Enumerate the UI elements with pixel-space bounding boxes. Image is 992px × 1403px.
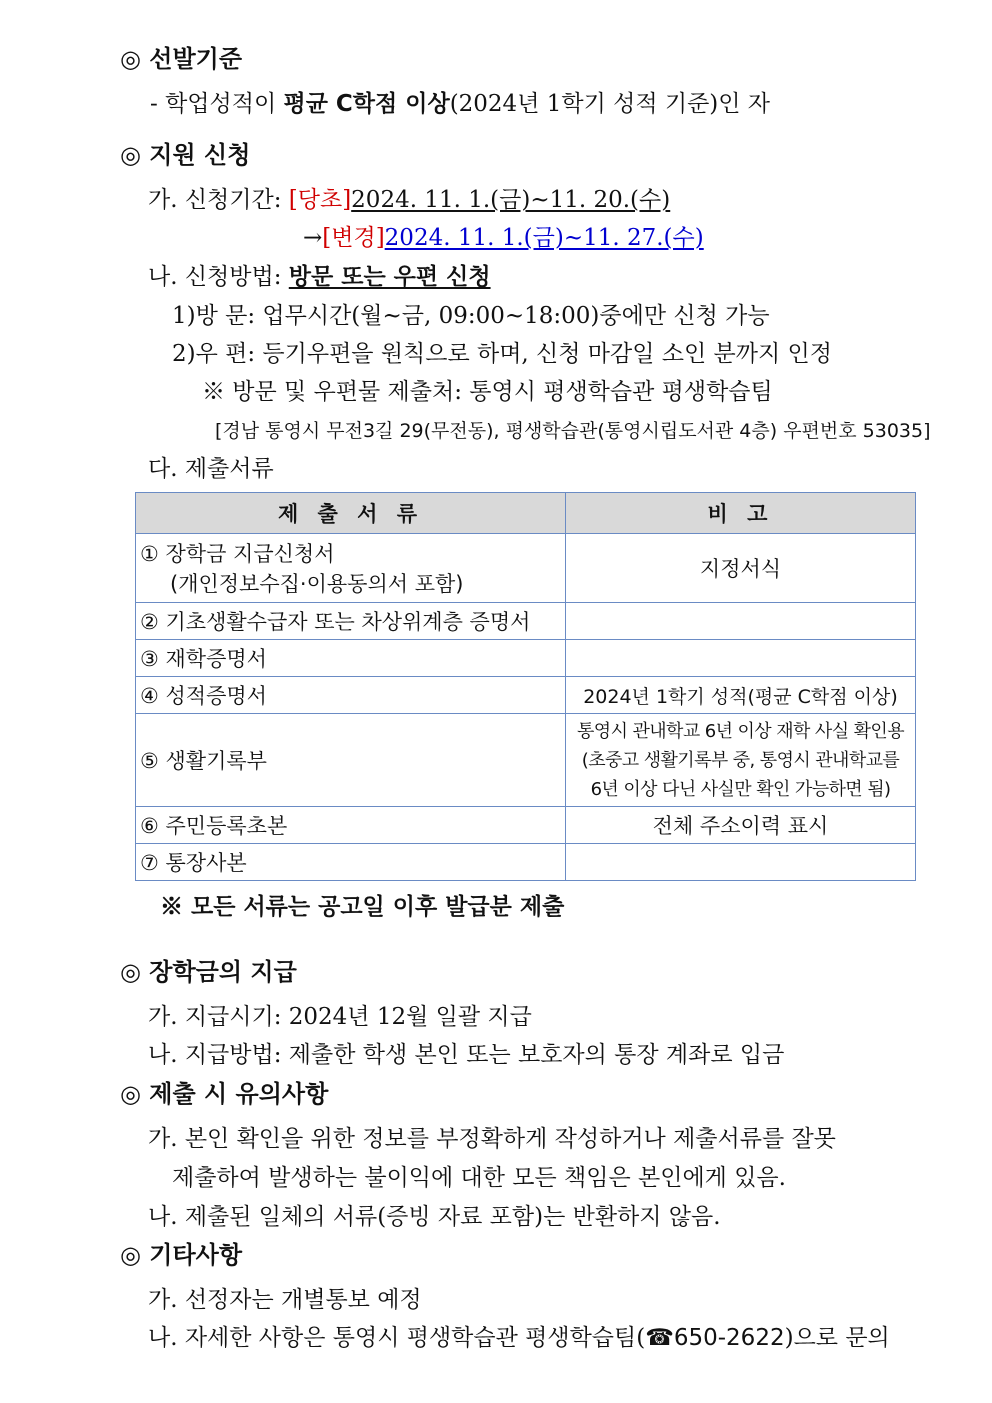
apply-visit: 1)방 문: 업무시간(월~금, 09:00~18:00)중에만 신청 가능 bbox=[172, 303, 770, 329]
doc-num: ⑥ bbox=[140, 814, 159, 838]
doc-note: 2024년 1학기 성적(평균 C학점 이상) bbox=[566, 677, 916, 714]
criteria-suffix: (2024년 1학기 성적 기준)인 자 bbox=[449, 91, 771, 117]
doc-name: 재학증명서 bbox=[165, 647, 267, 671]
criteria-heading: ◎ 선발기준 bbox=[120, 45, 243, 73]
payment-when: 가. 지급시기: 2024년 12월 일괄 지급 bbox=[148, 1004, 532, 1030]
table-row bbox=[136, 534, 916, 603]
table-row bbox=[136, 603, 916, 640]
criteria-bold: 평균 C학점 이상 bbox=[283, 91, 450, 117]
doc-cell bbox=[136, 640, 566, 677]
table-row bbox=[136, 677, 916, 714]
etc-item2-suffix: )으로 문의 bbox=[784, 1325, 890, 1351]
doc-num: ① bbox=[140, 542, 159, 566]
doc-name: 통장사본 bbox=[165, 851, 247, 875]
doc-num: ③ bbox=[140, 647, 159, 671]
etc-item2 bbox=[148, 1323, 890, 1353]
apply-method bbox=[148, 262, 491, 292]
doc-cell bbox=[136, 534, 566, 603]
period-arrow: → bbox=[303, 225, 323, 251]
docs-note: ※ 모든 서류는 공고일 이후 발급분 제출 bbox=[160, 893, 565, 920]
doc-num: ⑤ bbox=[140, 749, 159, 773]
doc-note-line: 6년 이상 다닌 사실만 확인 가능하면 됨) bbox=[590, 778, 891, 800]
period-label: 가. 신청기간: bbox=[148, 187, 289, 213]
apply-period-new bbox=[303, 223, 704, 253]
criteria-prefix: - 학업성적이 bbox=[150, 91, 284, 117]
doc-note bbox=[566, 603, 916, 640]
table-row bbox=[136, 807, 916, 844]
etc-item1: 가. 선정자는 개별통보 예정 bbox=[148, 1287, 422, 1313]
docs-table bbox=[135, 492, 916, 881]
doc-note-line: 통영시 관내학교 6년 이상 재학 사실 확인용 bbox=[577, 720, 904, 742]
period-tag-new: [변경] bbox=[322, 225, 385, 251]
doc-name: 기초생활수급자 또는 차상위계층 증명서 bbox=[165, 610, 531, 634]
doc-num: ② bbox=[140, 610, 159, 634]
doc-note bbox=[566, 844, 916, 881]
doc-name: 성적증명서 bbox=[165, 684, 267, 708]
docs-table-header bbox=[136, 493, 916, 534]
doc-sub: (개인정보수집·이용동의서 포함) bbox=[170, 572, 464, 596]
apply-heading: ◎ 지원 신청 bbox=[120, 141, 251, 169]
table-row bbox=[136, 844, 916, 881]
cautions-item1-line1: 가. 본인 확인을 위한 정보를 부정확하게 작성하거나 제출서류를 잘못 bbox=[148, 1126, 836, 1152]
doc-note-line: (초중고 생활기록부 중, 통영시 관내학교를 bbox=[581, 749, 900, 771]
etc-heading: ◎ 기타사항 bbox=[120, 1241, 243, 1269]
apply-period-orig bbox=[148, 185, 670, 215]
etc-phone: ☎650-2622 bbox=[645, 1325, 785, 1351]
etc-item2-prefix: 나. 자세한 사항은 통영시 평생학습관 평생학습팀( bbox=[148, 1325, 646, 1351]
period-orig: 2024. 11. 1.(금)~11. 20.(수) bbox=[351, 187, 671, 213]
doc-name: 장학금 지급신청서 bbox=[165, 542, 335, 566]
doc-cell bbox=[136, 714, 566, 807]
doc-cell bbox=[136, 677, 566, 714]
doc-name: 생활기록부 bbox=[165, 749, 267, 773]
header-note: 비 고 bbox=[566, 493, 916, 534]
doc-note: 전체 주소이력 표시 bbox=[566, 807, 916, 844]
doc-note bbox=[566, 640, 916, 677]
doc-note: 지정서식 bbox=[566, 534, 916, 603]
criteria-line bbox=[150, 89, 770, 119]
doc-num: ⑦ bbox=[140, 851, 159, 875]
payment-how: 나. 지급방법: 제출한 학생 본인 또는 보호자의 통장 계좌로 입금 bbox=[148, 1042, 785, 1068]
period-tag-orig: [당초] bbox=[288, 187, 352, 213]
table-row bbox=[136, 640, 916, 677]
cautions-heading: ◎ 제출 시 유의사항 bbox=[120, 1080, 329, 1108]
cautions-item2: 나. 제출된 일체의 서류(증빙 자료 포함)는 반환하지 않음. bbox=[148, 1204, 721, 1230]
doc-cell bbox=[136, 844, 566, 881]
apply-place: ※ 방문 및 우편물 제출처: 통영시 평생학습관 평생학습팀 bbox=[202, 379, 773, 405]
docs-label: 다. 제출서류 bbox=[148, 456, 274, 482]
period-new: 2024. 11. 1.(금)~11. 27.(수) bbox=[384, 225, 704, 251]
apply-mail: 2)우 편: 등기우편을 원칙으로 하며, 신청 마감일 소인 분까지 인정 bbox=[172, 341, 832, 367]
doc-cell bbox=[136, 807, 566, 844]
cautions-item1-line2: 제출하여 발생하는 불이익에 대한 모든 책임은 본인에게 있음. bbox=[172, 1165, 786, 1191]
doc-name: 주민등록초본 bbox=[165, 814, 288, 838]
table-row bbox=[136, 714, 916, 807]
payment-heading: ◎ 장학금의 지급 bbox=[120, 958, 297, 986]
method-value: 방문 또는 우편 신청 bbox=[288, 264, 491, 290]
doc-note bbox=[566, 714, 916, 807]
apply-address: [경남 통영시 무전3길 29(무전동), 평생학습관(통영시립도서관 4층) 우편번호 53035] bbox=[215, 420, 931, 442]
method-label: 나. 신청방법: bbox=[148, 264, 289, 290]
doc-num: ④ bbox=[140, 684, 159, 708]
doc-cell bbox=[136, 603, 566, 640]
header-docs: 제 출 서 류 bbox=[136, 493, 566, 534]
